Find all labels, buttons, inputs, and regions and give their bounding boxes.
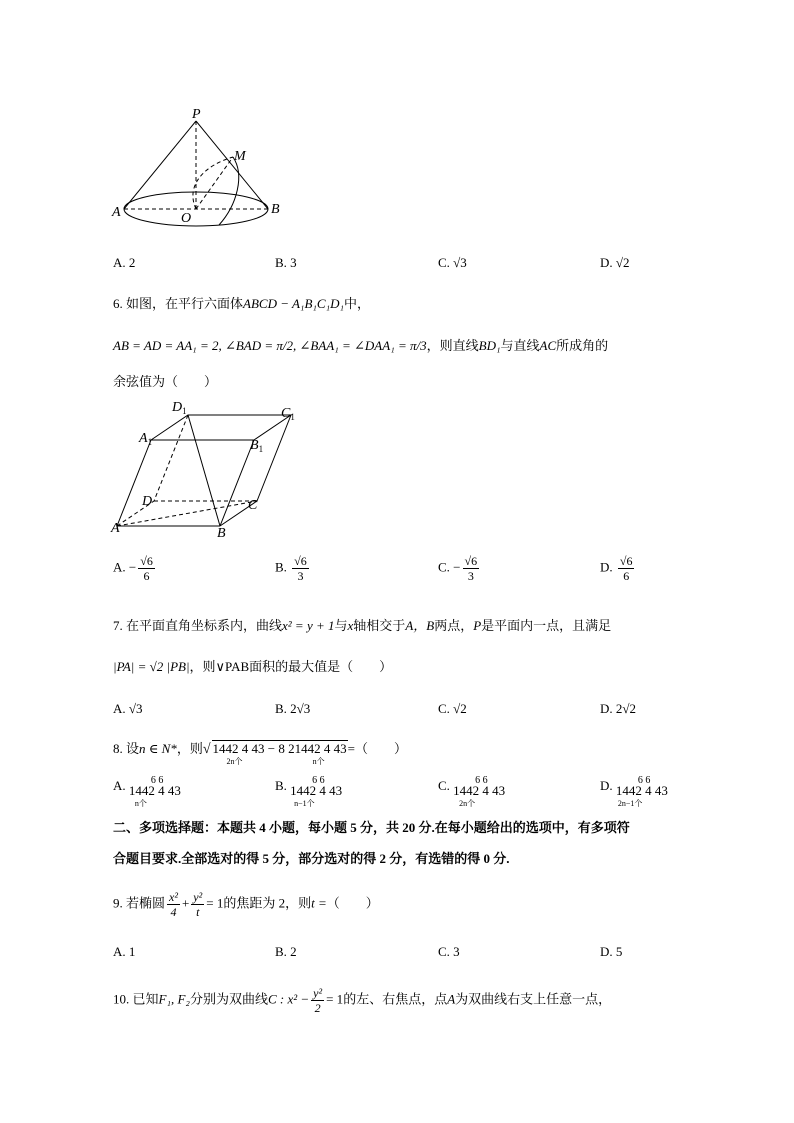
q7-stem-line1: 7. 在平面直角坐标系内，曲线x² = y + 1与x轴相交于A，B两点，P是平面内一点，且满足 — [113, 618, 612, 633]
parallelepiped-figure — [105, 395, 305, 540]
q5-option-b: B. 3 — [275, 255, 297, 270]
cone-label-p: P — [192, 107, 201, 122]
q6-stem-line3: 余弦值为（ ） — [113, 374, 218, 389]
q6-option-b: B. $\frac{√6}{3}$ — [275, 554, 307, 583]
q6-stem-line1: 6. 如图，在平行六面体ABCD − A₁B₁C₁D₁中， — [113, 296, 371, 311]
q6-option-a: A. − $\frac{√6}{6}$ — [113, 554, 153, 583]
label-c: C — [248, 498, 258, 513]
cone-label-b: B — [271, 202, 280, 217]
q7-option-a: A. √3 — [113, 701, 143, 716]
q10-stem: 10. 已知F₁, F₂分别为双曲线C : x² − $\frac{\text{y²}}{2}$ = 1的左、右焦点，点A为双曲线右支上任意一点， — [113, 986, 612, 1015]
section2-line2: 合题目要求.全部选对的得 5 分，部分选对的得 2 分，有选错的得 0 分. — [113, 851, 510, 866]
q7-option-c: C. √2 — [438, 701, 467, 716]
q6-stem-line2: AB = AD = AA₁ = 2, ∠BAD = π/2, ∠BAA₁ = ∠DAA₁ = π/3，则直线BD₁与直线AC所成角的 — [113, 338, 609, 353]
q5-option-c: C. √3 — [438, 255, 467, 270]
q8-option-b: B. 6 6 1442 4 43 n−1个 — [275, 775, 343, 808]
q8-radicand: 1442 4 43 2n个 − 8 21442 4 43 n个 — [212, 741, 347, 766]
q5-option-d: D. √2 — [600, 255, 630, 270]
q7-stem-line2: |PA| = √2 |PB|，则∨PAB面积的最大值是（ ） — [113, 659, 393, 674]
q7-option-b: B. 2√3 — [275, 701, 311, 716]
cone-figure — [105, 105, 295, 235]
q6-option-d: D. $\frac{√6}{6}$ — [600, 554, 633, 583]
q8-option-a: A. 6 6 1442 4 43 n个 — [113, 775, 181, 808]
cone-label-o: O — [181, 211, 192, 226]
q8-option-d: D. 6 6 1442 4 43 2n−1个 — [600, 775, 668, 808]
cone-label-a: A — [112, 205, 121, 220]
q9-option-a: A. 1 — [113, 944, 136, 959]
q5-option-a: A. 2 — [113, 255, 136, 270]
label-d1: $D_1$ — [172, 400, 187, 416]
section2-line1: 二、多项选择题：本题共 4 小题，每小题 5 分，共 20 分.在每小题给出的选项中，有多项符 — [113, 820, 630, 835]
cone-label-m: M — [234, 149, 246, 164]
label-a1: $A_1$ — [139, 431, 153, 447]
q9-option-d: D. 5 — [600, 944, 623, 959]
q9-option-b: B. 2 — [275, 944, 297, 959]
q6-option-c: C. − $\frac{√6}{3}$ — [438, 554, 478, 583]
q9-stem: 9. 若椭圆 $\frac{\text{x²}}{4}$ + $\frac{\text{y²}}{t}$ = 1的焦距为 2，则t =（ ） — [113, 890, 379, 919]
label-c1: $C_1$ — [281, 406, 295, 422]
label-d: D — [142, 494, 153, 509]
q9-option-c: C. 3 — [438, 944, 460, 959]
q7-option-d: D. 2√2 — [600, 701, 637, 716]
label-a: A — [111, 521, 120, 536]
label-b: B — [217, 526, 226, 540]
q8-option-c: C. 6 6 1442 4 43 2n个 — [438, 775, 506, 808]
label-b1: $B_1$ — [250, 438, 264, 454]
q8-stem: 8. 设n ∈ N*，则√ 1442 4 43 2n个 − 8 21442 4 43 n个 =（ ） — [113, 741, 407, 766]
